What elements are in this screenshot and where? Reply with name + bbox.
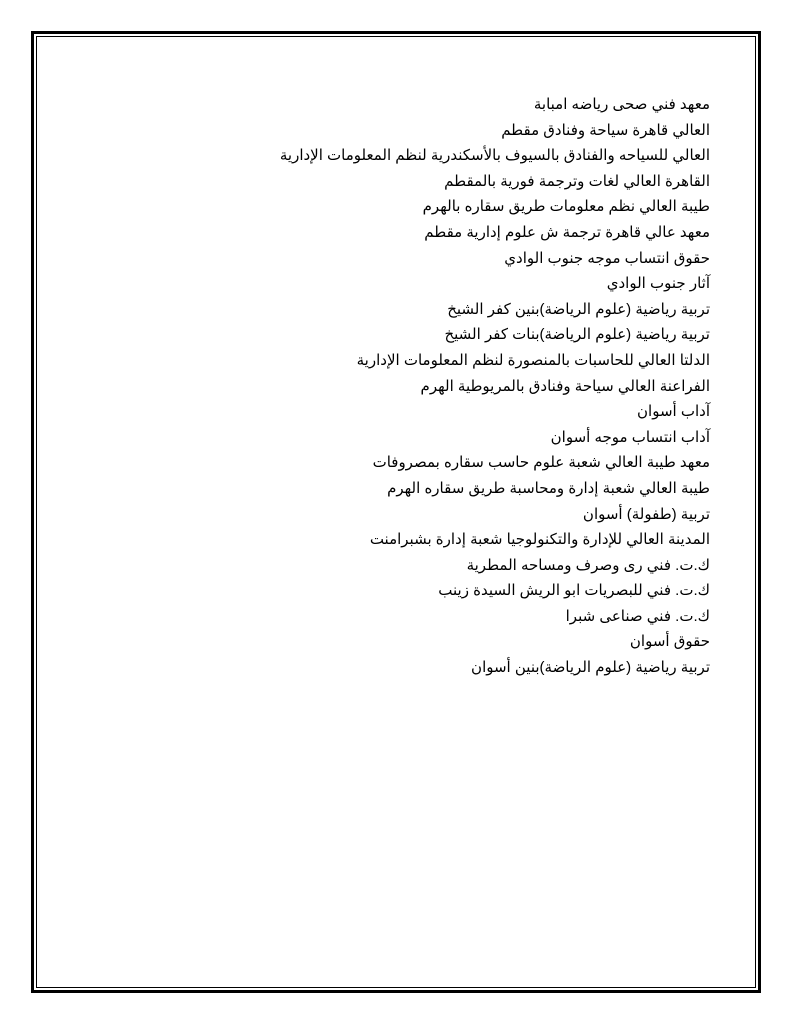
list-item: العالي قاهرة سياحة وفنادق مقطم [501,121,710,139]
list-item: حقوق أسوان [629,633,710,651]
list-item: آثار جنوب الوادي [606,275,710,293]
list-item: آداب أسوان [637,403,710,421]
list-item: طيبة العالي نظم معلومات طريق سقاره بالهرم [422,198,710,216]
list-item: ك.ت. فني صناعى شبرا [565,607,710,625]
list-item: القاهرة العالي لغات وترجمة فورية بالمقطم [444,172,710,190]
list-item: معهد عالي قاهرة ترجمة ش علوم إدارية مقطم [424,223,710,241]
list-item: تربية رياضية (علوم الرياضة)بنات كفر الشيخ [444,326,710,344]
list-item: حقوق انتساب موجه جنوب الوادي [504,249,710,267]
list-item: معهد فني صحى رياضه امبابة [533,96,710,113]
list-item: معهد طيبة العالي شعبة علوم حاسب سقاره بمصروفات [372,454,710,472]
list-item: الدلتا العالي للحاسبات بالمنصورة لنظم المعلومات الإدارية [356,351,710,369]
list-item: العالي للسياحه والفنادق بالسيوف بالأسكندرية لنظم المعلومات الإدارية [279,147,710,165]
list-item: الفراعنة العالي سياحة وفنادق بالمريوطية الهرم [420,377,710,395]
institution-list [40,92,710,681]
list-item: ك.ت. فني للبصريات ابو الريش السيدة زينب [438,582,710,600]
list-item: المدينة العالي للإدارة والتكنولوجيا شعبة إدارة بشبرامنت [369,531,710,549]
list-item: ك.ت. فني رى وصرف ومساحه المطرية [466,556,710,574]
list-item: آداب انتساب موجه أسوان [550,428,710,446]
list-item: تربية رياضية (علوم الرياضة)بنين أسوان [471,659,710,677]
list-item: تربية رياضية (علوم الرياضة)بنين كفر الشيخ [447,300,710,318]
list-item: تربية (طفولة) أسوان [582,505,710,523]
list-item: طيبة العالي شعبة إدارة ومحاسبة طريق سقاره الهرم [387,479,710,497]
